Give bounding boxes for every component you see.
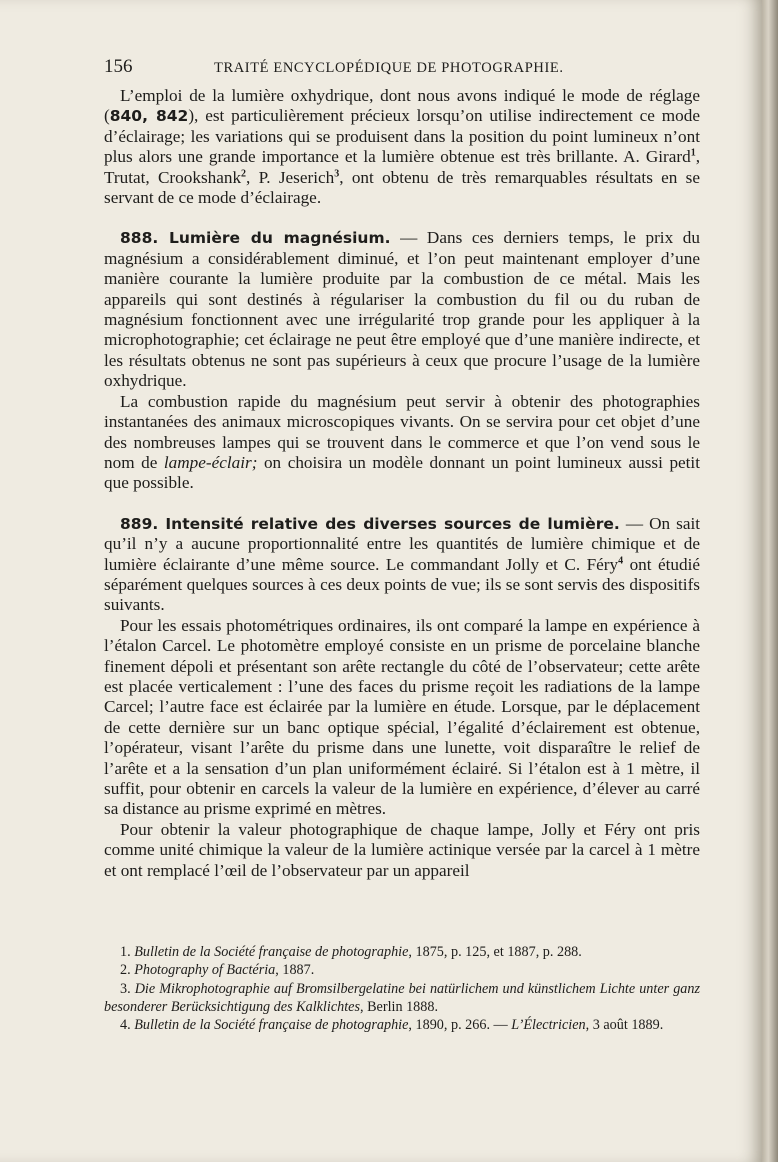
section-888-paragraph-2: La combustion rapide du magnésium peut servir à obtenir des photographies instantanées des animaux microscopiques vivants. On se servira pour cet objet d’une des nombreuses lampes qui se trouvent dans le commerce et que l’on vend sous le nom de lampe-éclair; on choisira un modèle donnant un point lumineux aussi petit que possible. [104, 391, 700, 493]
section-889-paragraph-3: Pour obtenir la valeur photographique de chaque lampe, Jolly et Féry ont pris comme unité chimique la valeur de la lumière actinique versée par la carcel à 1 mètre et ont remplacé l’œil de l’observateur par un appareil [104, 819, 700, 880]
footnote-marker: 4 [618, 554, 624, 566]
page-header [104, 56, 700, 86]
footnote-3: 3. Die Mikrophotographie auf Bromsilbergelatine bei natürlichem und künstlichem Lichte unter ganz besonderer Berücksichtigung des Kalklichtes, Berlin 1888. [104, 980, 700, 1015]
section-888-paragraph-1: 888. Lumière du magnésium. — Dans ces derniers temps, le prix du magnésium a considérablement diminué, et l’on peut maintenant employer d’une manière courante la lumière produite par la combustion de ce métal. Mais les appareils qui sont destinés à régulariser la combustion du fil ou du ruban de magnésium fonctionnent avec une irrégularité trop grande pour les appliquer à la microphotographie; cet éclairage ne peut être employé que d’une manière indirecte, et les résultats obtenus ne sont pas supérieurs à ceux que procure l’usage de la lumière oxhydrique. [104, 228, 700, 391]
footnote-4: 4. Bulletin de la Société française de photographie, 1890, p. 266. — L’Électricien, 3 août 1889. [120, 1017, 664, 1034]
section-reference: 840, 842 [109, 107, 189, 126]
page-edge [762, 0, 778, 1162]
footnote-marker: 2 [241, 167, 247, 179]
section-889-paragraph-2: Pour les essais photométriques ordinaires, ils ont comparé la lampe en expérience à l’étalon Carcel. Le photomètre employé consiste en un prisme de porcelaine blanche finement dépoli et présentant son arête rectangle du côté de l’observateur; cette arête est placée verticalement : l’une des faces du prisme reçoit les radiations de la lampe Carcel; l’autre face est éclairée par la lumière en étude. Lorsque, par le déplacement de cette dernière sur un banc optique spécial, l’égalité d’éclairement est obtenue, l’opérateur, visant l’arête du prisme dans une lunette, voit disparaître le relief de l’arête et a la sensation d’un plan uniformément éclairé. Si l’étalon est à 1 mètre, il suffit, pour obtenir en carcels la valeur de la lumière en expérience, d’élever au carré sa distance au prisme exprimé en mètres. [104, 615, 700, 819]
footnote-1: 1. Bulletin de la Société française de photographie, 1875, p. 125, et 1887, p. 288. [120, 944, 582, 961]
section-888-heading: 888. Lumière du magnésium. [120, 229, 391, 248]
running-title: TRAITÉ ENCYCLOPÉDIQUE DE PHOTOGRAPHIE. [214, 60, 564, 76]
footnotes [104, 943, 700, 1034]
emphasis-term: lampe-éclair; [163, 452, 258, 472]
page-content [104, 56, 700, 1035]
section-889-heading: 889. Intensité relative des diverses sources de lumière. [120, 514, 620, 533]
page-number: 156 [104, 56, 133, 77]
intro-paragraph: L’emploi de la lumière oxhydrique, dont nous avons indiqué le mode de réglage (840, 842), est particulièrement précieux lorsqu’on utilise indirectement ce mode d’éclairage; les variations qui se produisent dans la position du point lumineux n’ont plus alors une grande importance et la lumière obtenue est très brillante. A. Girard$^1$, Trutat, Crookshank$^2$, P. Jeserich$^3$, ont obtenu de très remarquables résultats en se servant de ce mode d’éclairage. [104, 86, 700, 208]
footnote-marker: 3 [334, 167, 340, 179]
footnote-2: 2. Photography of Bactéria, 1887. [120, 962, 315, 979]
footnote-marker: 1 [690, 147, 696, 159]
section-889-paragraph-1: 889. Intensité relative des diverses sources de lumière. — On sait qu’il n’y a aucune proportionnalité entre les quantités de lumière chimique et de lumière éclairante d’une même source. Le commandant Jolly et C. Féry$^4$ ont étudié séparément quelques sources à ces deux points de vue; ils se sont servis des dispositifs suivants. [104, 513, 701, 615]
